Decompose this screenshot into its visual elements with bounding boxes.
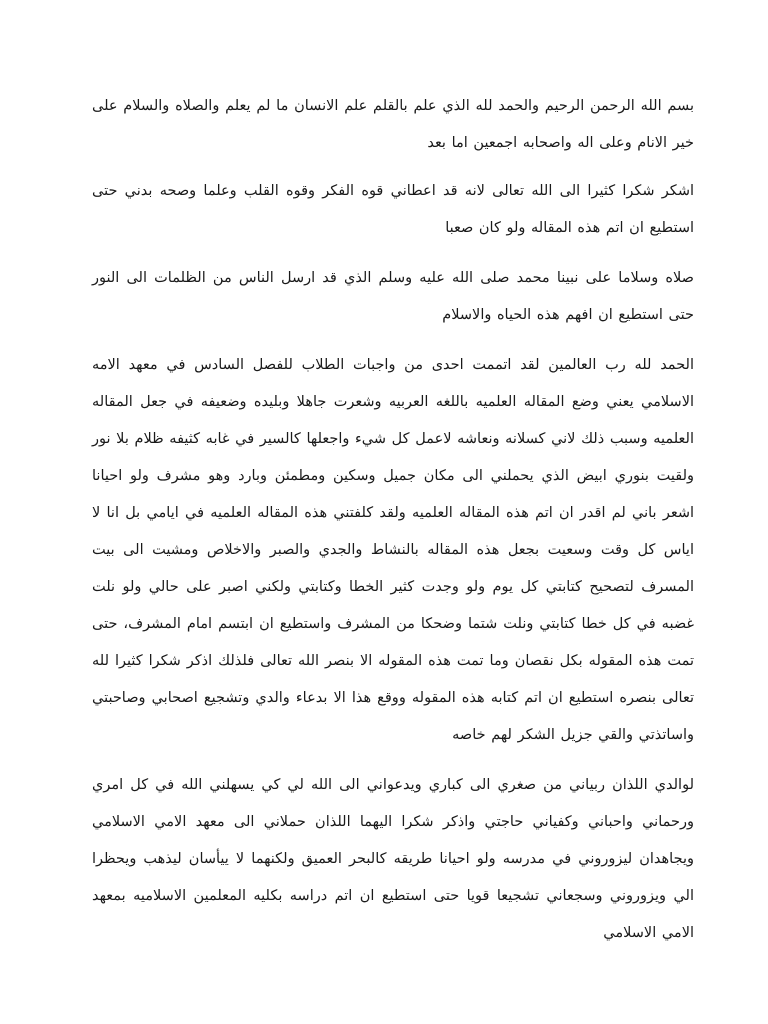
opening-basmala-paragraph: بسم الله الرحمن الرحيم والحمد لله الذي علم بالقلم علم الانسان ما لم يعلم والصلاه والسلام على خير الانام وعلى اله واصحابه اجمعين اما بعد bbox=[92, 98, 694, 151]
parents-thanks-paragraph: لوالدي اللذان ربياني من صغري الى كباري ويدعواني الى الله لي كي يسهلني الله في كل امري ورحماني واحباني وكفياني حاجتي واذكر شكرا اليهما اللذان حملاني الى معهد الامي الاسلامي ويجاهدان ليزوروني في مدرسه ولو احيانا طريقه كالبحر العميق ولكنهما لا ييأسان ليذهب ويحظرا الي ويزوروني وسجعاني تشجيعا قويا حتى استطيع ان اتم دراسه بكليه المعلمين الاسلاميه بمعهد الامي الاسلامي bbox=[92, 777, 694, 941]
thanks-to-god-paragraph: اشكر شكرا كثيرا الى الله تعالى لانه قد اعطاني قوه الفكر وقوه القلب وعلما وصحه بدني حتى استطيع ان اتم هذه المقاله ولو كان صعبا bbox=[92, 183, 694, 236]
salawat-paragraph: صلاه وسلاما على نبينا محمد صلى الله عليه وسلم الذي قد ارسل الناس من الظلمات الى النور حتى استطيع ان افهم هذه الحياه والاسلام bbox=[92, 270, 694, 323]
main-body-paragraph: الحمد لله رب العالمين لقد اتممت احدى من واجبات الطلاب للفصل السادس في معهد الامه الاسلامي يعني وضع المقاله العلميه باللغه العربيه وشعرت جاهلا وبليده وضعيفه في جعل المقاله العلميه وسبب ذلك لاني كسلانه ونعاشه لاعمل كل شيء واجعلها كالسير في غابه كثيفه ظلام بلا نور ولقيت بنوري ابيض الذي يحملني الى مكان جميل وسكين ومطمئن وبارد وهو مشرف ولو احيانا اشعر باني لم اقدر ان اتم هذه المقاله العلميه ولقد كلفتني هذه المقاله العلميه في ايامي بل انا لا اياس كل وقت وسعيت بجعل هذه المقاله بالنشاط والجدي والصبر والاخلاص ومشيت الى بيت المسرف لتصحيح كتابتي كل يوم ولو وجدت كثير الخطا وكتابتي ولكني اصبر على حالي ولو نلت غضبه في كل خطا كتابتي ونلت شتما وضحكا من المشرف واستطيع ان ابتسم امام المشرف، حتى تمت هذه المقوله بكل نقصان وما تمت هذه المقوله الا بنصر الله تعالى فلذلك اذكر شكرا كثيرا لله تعالى بنصره استطيع ان اتم كتابه هذه المقوله ووقع هذا الا بدعاء والدي وتشجيع اصحابي وصاحبتي واساتذتي والقي جزيل الشكر لهم خاصه bbox=[92, 357, 694, 743]
document-page bbox=[92, 88, 694, 965]
